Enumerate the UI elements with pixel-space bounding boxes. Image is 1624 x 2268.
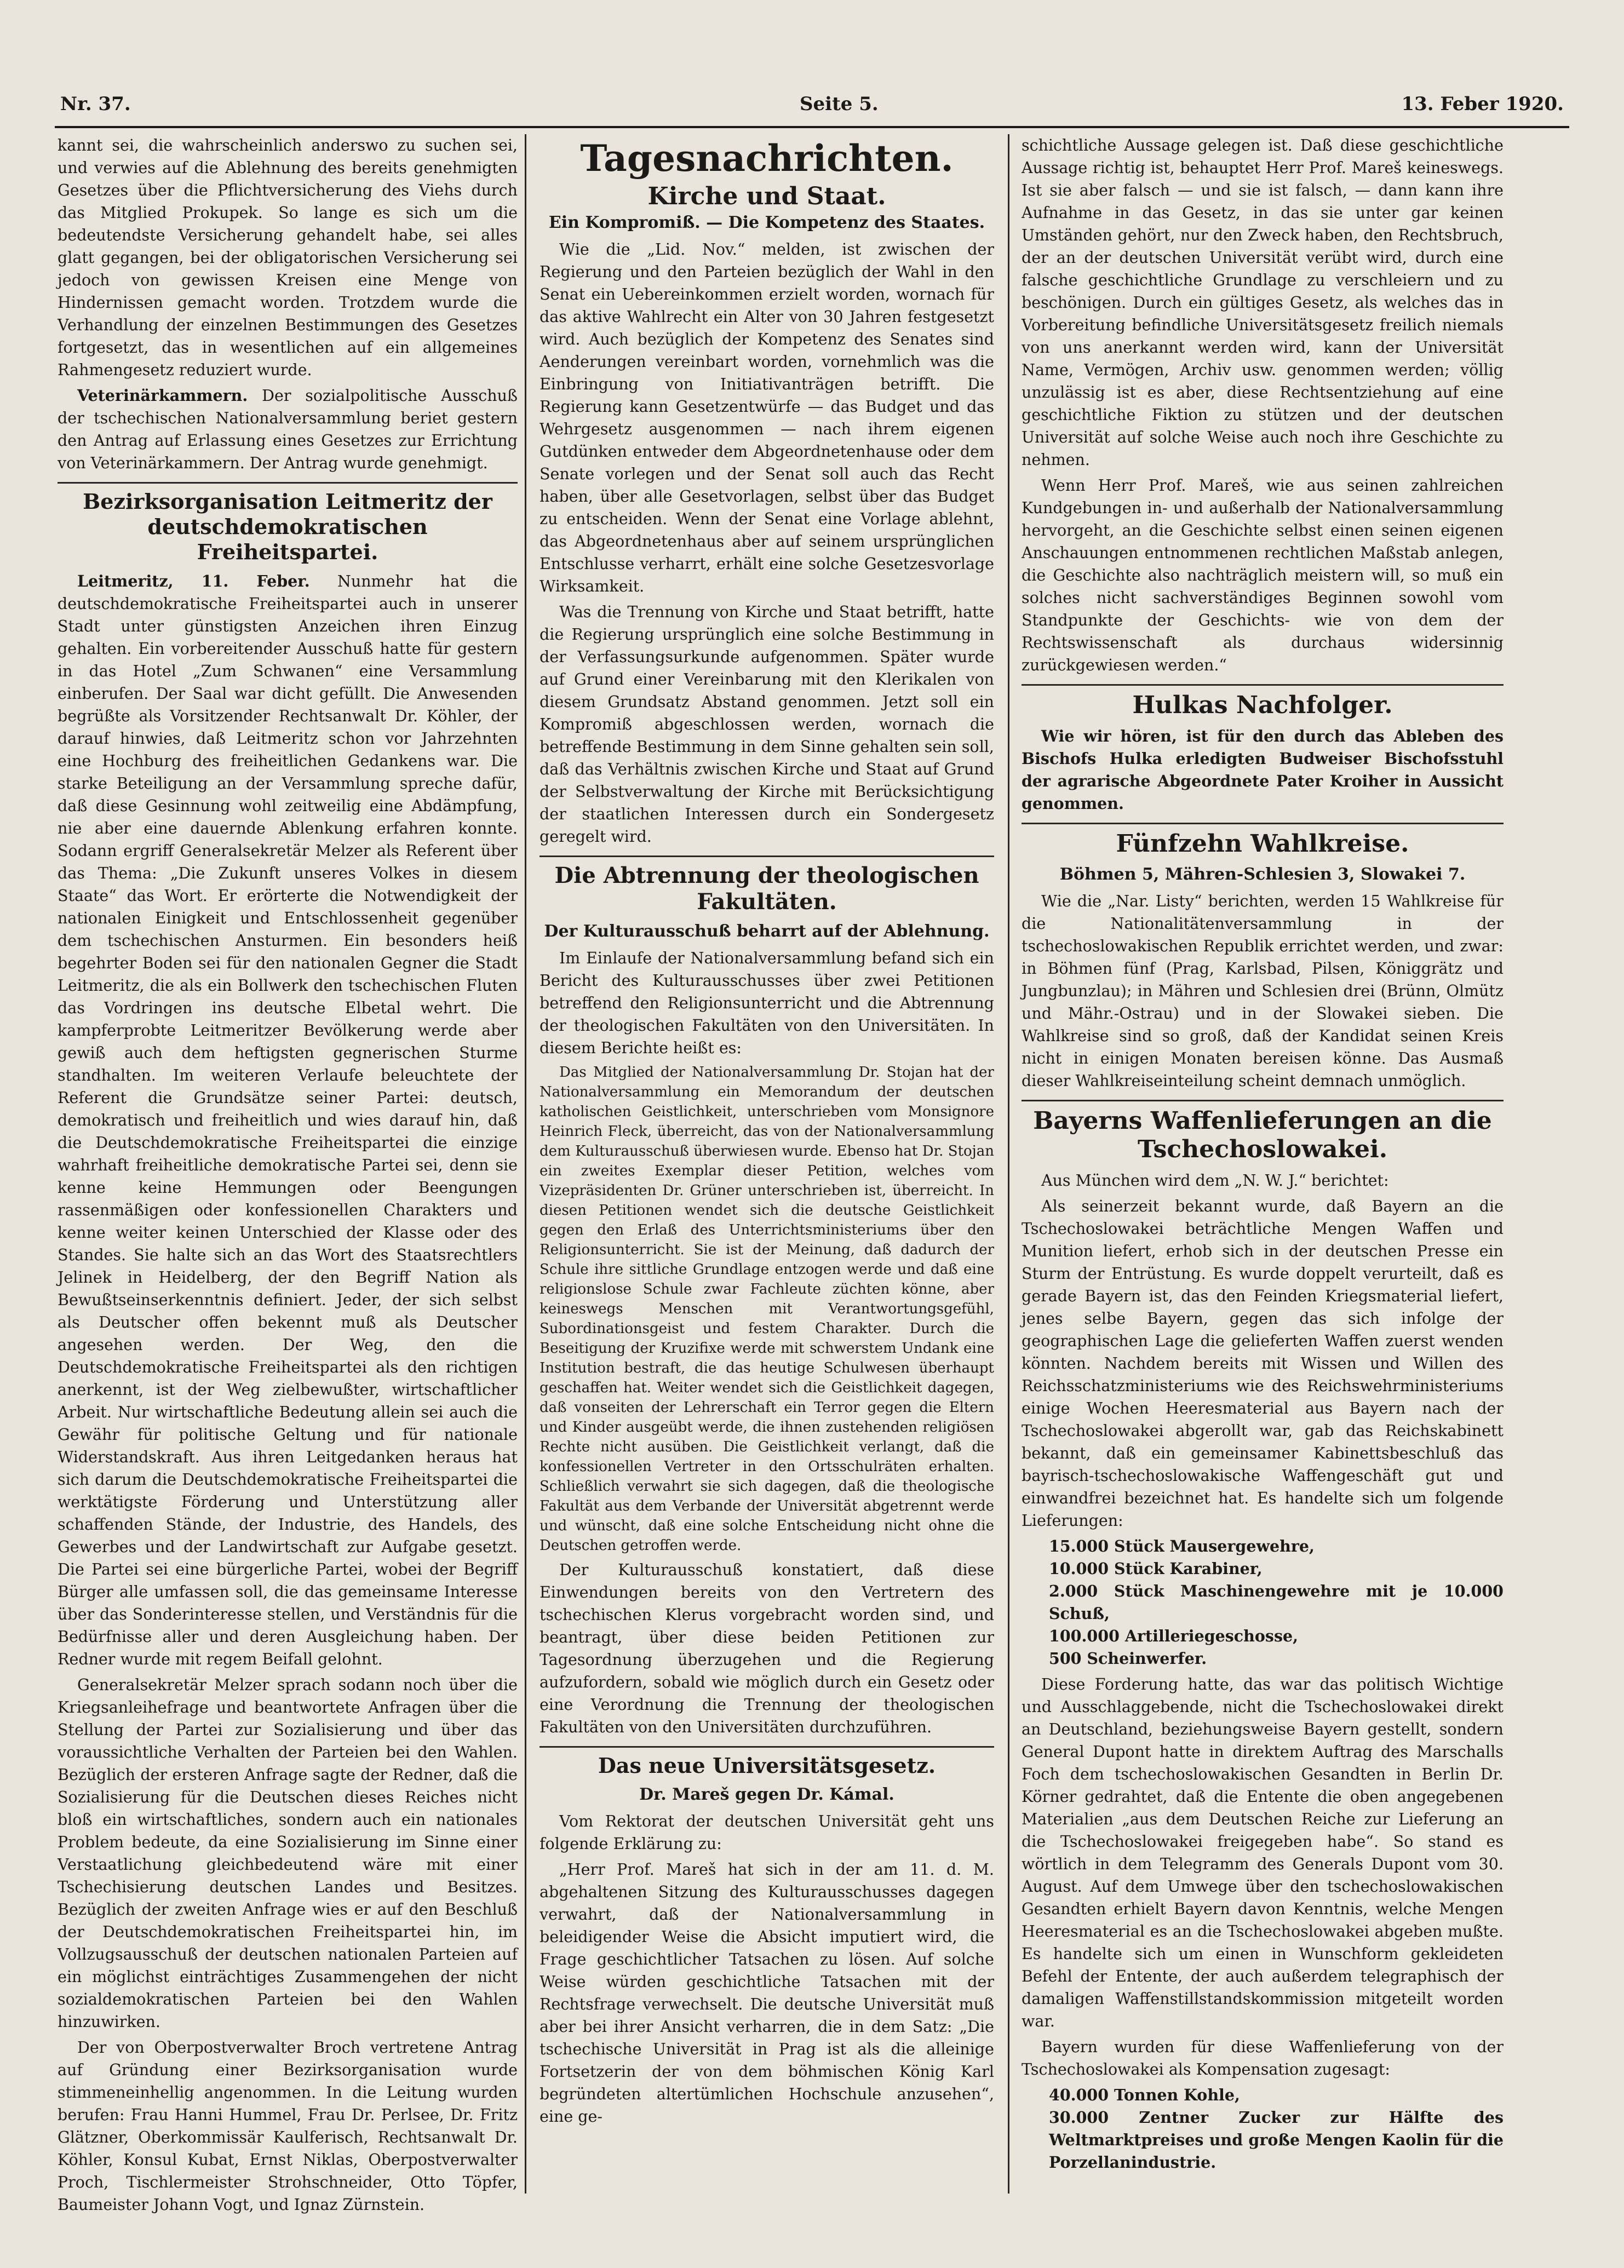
- article-heading: Fünfzehn Wahlkreise.: [1022, 823, 1504, 858]
- article-text: [58, 570, 518, 1670]
- article-text: Im Einlaufe der Nationalversammlung befand sich ein Bericht des Kulturausschusses über zwei Petitionen betreffend den Religionsunterricht und die Abtrennung der theologischen Fakultäten von den Universitäten. In diesem Berichte heißt es:: [540, 949, 994, 1057]
- list-item: 100.000 Artilleriegeschosse,: [1049, 1627, 1299, 1645]
- page-header: [55, 82, 1569, 126]
- article-text: Vom Rektorat der deutschen Universität geht uns folgende Erklärung zu:: [540, 1812, 994, 1853]
- list-item: 15.000 Stück Mausergewehre,: [1049, 1537, 1315, 1555]
- column-1: [58, 134, 518, 2214]
- header-rule: [55, 126, 1569, 128]
- article-subheading: Der Kulturausschuß beharrt auf der Ablehnung.: [544, 922, 990, 941]
- article-heading: Bayerns Waffenlieferungen an die Tschechoslowakei.: [1022, 1100, 1504, 1164]
- article-text: [58, 384, 518, 474]
- run-in-heading: Veterinärkammern.: [77, 386, 248, 405]
- article-heading: Kirche und Staat.: [647, 182, 886, 210]
- article-text: Aus München wird dem „N. W. J.“ berichtet:: [1041, 1172, 1389, 1190]
- delivery-list: [1049, 1535, 1504, 1670]
- article-text: Wie die „Nar. Listy“ berichten, werden 15 Wahlkreise für die Nationalitätenversammlung in der tschechoslowakischen Republik errichtet werden, und zwar: in Böhmen fünf (Prag, Karlsbad, Pilsen, Königgrätz und Jungbunzlau); in Mähren und Schlesien drei (Brünn, Olmütz und Mähr.-Ostrau) und in der Slowakei sieben. Die Wahlkreise sind so groß, daß der Kandidat seinen Kreis nicht in einigen Monaten bereisen könne. Das Ausmaß dieser Wahlkreiseinteilung scheint demnach unmöglich.: [1022, 892, 1504, 1090]
- article-text: Wenn Herr Prof. Mareš, wie aus seinen zahlreichen Kundgebungen in- und außerhalb der Nationalversammlung hervorgeht, an die Geschichte selbst einen seinen eigenen Anschauungen entnommenen rechtlichen Maßstab anlegen, die Geschichte also nachträglich meistern will, so muß ein solches nicht sachverständiges Beginnen sowohl vom Standpunkte der Geschichts- wie von dem der Rechtswissenschaft als durchaus widersinnig zurückgewiesen werden.“: [1022, 476, 1504, 674]
- article-text: Wie wir hören, ist für den durch das Ableben des Bischofs Hulka erledigten Budweiser Bischofsstuhl der agrarische Abgeordnete Pater Kroiher in Aussicht genommen.: [1022, 727, 1504, 813]
- article-text: Der von Oberpostverwalter Broch vertretene Antrag auf Gründung einer Bezirksorganisation wurde stimmeneinhellig angenommen. In die Leitung wurden berufen: Frau Hanni Hummel, Frau Dr. Perlsee, Dr. Fritz Glätzner, Oberkommissär Kaulferisch, Rechtsanwalt Dr. Köhler, Konsul Kubat, Ernst Niklas, Oberpostverwalter Proch, Tischlermeister Strohschneider, Otto Töpfer, Baumeister Johann Vogt, und Ignaz Zürnstein.: [58, 2039, 518, 2214]
- article-subheading: Ein Kompromiß. — Die Kompetenz des Staates.: [548, 213, 985, 232]
- article-text: Generalsekretär Melzer sprach sodann noch über die Kriegsanleihefrage und beantwortete Anfragen über die Stellung der Partei zur Sozialisierung und über das voraussichtliche Verhalten der Parteien bei den Wahlen. Bezüglich der ersteren Anfrage sagte der Redner, daß die Sozialisierung für die Deutschen dieses Reiches nicht bloß ein wirtschaftliches, sondern auch ein nationales Problem bedeute, da eine Sozialisierung im Sinne einer Verstaatlichung gleichbedeutend wäre mit einer Tschechisierung deutschen Landes und Besitzes. Bezüglich der zweiten Anfrage wies er auf den Beschluß der Deutschdemokratischen Freiheitspartei hin, im Vollzugsausschuß der deutschen nationalen Parteien auf ein möglichst einträchtiges Zusammengehen der nicht sozialdemokratischen Parteien bei den Wahlen hinzuwirken.: [58, 1676, 518, 2031]
- column-3: [1022, 134, 1504, 2194]
- article-text: Der Kulturausschuß konstatiert, daß diese Einwendungen bereits von den Vertretern des tschechischen Klerus vorgebracht worden sind, und beantragt, über diese beiden Petitionen zur Tagesordnung überzugehen und die Regierung aufzufordern, sobald wie möglich durch ein Gesetz oder eine Verordnung die Trennung der theologischen Fakultäten von den Universitäten durchzuführen.: [540, 1561, 994, 1736]
- list-item: 10.000 Stück Karabiner,: [1049, 1559, 1263, 1578]
- compensation-list: [1049, 2084, 1504, 2174]
- list-item: 500 Scheinwerfer.: [1049, 1649, 1207, 1668]
- article-subheading: Böhmen 5, Mähren-Schlesien 3, Slowakei 7.: [1059, 865, 1466, 884]
- article-text: Wie die „Lid. Nov.“ melden, ist zwischen der Regierung und den Parteien bezüglich der Wahl in den Senat ein Uebereinkommen erzielt worden, wornach für das aktive Wahlrecht ein Alter von 30 Jahren festgesetzt wird. Auch bezüglich der Kompetenz des Senates sind Aenderungen vereinbart worden, vornehmlich was die Einbringung von Initiativanträgen betrifft. Die Regierung kann Gesetzentwürfe — das Budget und das Wehrgesetz ausgenommen — nach ihrem eigenen Gutdünken entweder dem Abgeordnetenhause oder dem Senate vorlegen und der Senat soll auch das Recht haben, über alle Gesetvorlagen, selbst über das Budget zu entscheiden. Wenn der Senat eine Vorlage ablehnt, das Abgeordnetenhaus aber auf seinem ursprünglichen Entschlusse verharrt, erhält eine solche Gesetzesvorlage Wirksamkeit.: [540, 240, 994, 595]
- column-divider: [525, 134, 526, 2194]
- issue-number: Nr. 37.: [60, 93, 131, 115]
- column-divider: [1008, 134, 1009, 2194]
- list-item: 40.000 Tonnen Kohle,: [1049, 2086, 1240, 2104]
- list-item: 30.000 Zentner Zucker zur Hälfte des Weltmarktpreises und große Mengen Kaolin für die Porzellanindustrie.: [1049, 2108, 1504, 2172]
- article-subheading: Dr. Mareš gegen Dr. Kámal.: [639, 1785, 894, 1804]
- article-text: Der sozialpolitische Ausschuß der tschechischen Nationalversammlung beriet gestern den Antrag auf Erlassung eines Gesetzes zur Errichtung von Veterinärkammern. Der Antrag wurde genehmigt.: [58, 387, 518, 472]
- article-text: Das Mitglied der Nationalversammlung Dr. Stojan hat der Nationalversammlung ein Memorandum der deutschen katholischen Geistlichkeit, unterschrieben vom Monsignore Heinrich Fleck, überreicht, das von der Nationalversammlung dem Kulturausschuß überwiesen wurde. Ebenso hat Dr. Stojan ein zweites Exemplar dieser Petition, welches vom Vizepräsidenten Dr. Grüner unterschrieben ist, überreicht. In diesen Petitionen wendet sich die deutsche Geistlichkeit gegen den Erlaß des Unterrichtsministeriums über den Religionsunterricht. Sie ist der Meinung, daß dadurch der Schule ihre sittliche Grundlage entzogen werde und daß eine religionslose Schule zwar Fachleute züchten könne, aber keineswegs Menschen mit Verantwortungsgefühl, Subordinationsgeist und festem Charakter. Durch die Beseitigung der Kruzifixe werde mit schwerstem Undank eine Institution bestraft, die das heutige Schulwesen überhaupt geschaffen hat. Weiter wendet sich die Geistlichkeit dagegen, daß vonseiten der Lehrerschaft ein Terror gegen die Eltern und Kinder ausgeübt werde, die ihnen zustehenden religiösen Rechte nicht ausüben. Die Geistlichkeit verlangt, daß die konfessionellen Vertreter in den Ortsschulräten erhalten. Schließlich verwahrt sie sich dagegen, daß die theologische Fakultät aus dem Verbande der Universität abgetrennt werde und wünscht, daß eine solche Entscheidung nicht ohne die Deutschen getroffen werde.: [540, 1064, 994, 1554]
- article-text: schichtliche Aussage gelegen ist. Daß diese geschichtliche Aussage richtig ist, behauptet Herr Prof. Mareš keineswegs. Ist sie aber falsch — und sie ist falsch, — dann kann ihre Aufnahme in das Gesetz, in das sie unter gar keinen Umständen gehört, nur den Zweck haben, den Rechtsbruch, der an der deutschen Universität verübt wird, durch eine falsche geschichtliche Grundlage zu verschleiern und zu beschönigen. Durch ein gültiges Gesetz, als welches das in Vorbereitung befindliche Universitätsgesetz freilich niemals von uns anerkannt werden wird, kann der Universität Name, Vermögen, Archiv usw. genommen werden; völlig unzulässig ist es aber, diese Rechtsentziehung auf eine geschichtliche Fiktion zu stützen und der deutschen Universität auf solche Weise auch noch ihre Geschichte zu nehmen.: [1022, 136, 1504, 469]
- article-text: Was die Trennung von Kirche und Staat betrifft, hatte die Regierung ursprünglich eine solche Bestimmung in der Verfassungsurkunde aufgenommen. Später wurde auf Grund einer Vereinbarung mit den Klerikalen von diesem Grundsatz Abstand genommen. Jetzt soll ein Kompromiß abgeschlossen werden, wornach die betreffende Bestimmung in dem Sinne gehalten sein soll, daß das Verhältnis zwischen Kirche und Staat auf Grund der Selbstverwaltung der Kirche mit Berücksichtigung der staatlichen Interessen durch ein Sondergesetz geregelt wird.: [540, 603, 994, 846]
- issue-date: 13. Feber 1920.: [1401, 93, 1564, 115]
- article-text: Diese Forderung hatte, das war das politisch Wichtige und Ausschlaggebende, nicht die Tschechoslowakei direkt an Deutschland, beziehungsweise Bayern gestellt, sondern General Dupont hatte in direktem Auftrag des Marschalls Foch dem tschechoslowakischen Gesandten in Berlin Dr. Körner gedrahtet, daß die Entente die oben angegebenen Materialien „aus dem Deutschen Reiche zur Lieferung an die Tschechoslowakei freigegeben habe“. So stand es wörtlich in dem Telegramm des Generals Dupont vom 30. August. Auf dem Umwege über den tschechoslowakischen Gesandten erhielt Bayern davon Kenntnis, welche Mengen Heeresmaterial es an die Tschechoslowakei abgeben mußte. Es handelte sich um einen in Wunschform gekleideten Befehl der Entente, der auch außerdem telegraphisch der damaligen Waffenstillstandskommission mitgeteilt worden war.: [1022, 1675, 1504, 2030]
- article-text: „Herr Prof. Mareš hat sich in der am 11. d. M. abgehaltenen Sitzung des Kulturausschusses dagegen verwahrt, daß der Nationalversammlung in beleidigender Weise die Absicht imputiert wird, die Frage geschichtlicher Tatsachen zu lösen. Auf solche Weise würden geschichtliche Tatsachen mit der Rechtsfrage verwechselt. Die deutsche Universität muß aber bei ihrer Ansicht verharren, die in dem Satz: „Die tschechische Universität in Prag ist als die alleinige Fortsetzerin der von dem böhmischen König Karl begründeten altertümlichen Hochschule anzusehen“, eine ge-: [540, 1861, 994, 2126]
- dateline: Leitmeritz, 11. Feber.: [77, 572, 310, 590]
- article-heading: Bezirksorganisation Leitmeritz der deutschdemokratischen Freiheitspartei.: [58, 482, 518, 565]
- article-text: Nunmehr hat die deutschdemokratische Freiheitspartei auch in unserer Stadt unter günstigsten Anzeichen ihren Einzug gehalten. Ein vorbereitender Ausschuß hatte für gestern in das Hotel „Zum Schwanen“ eine Versammlung einberufen. Der Saal war dicht gefüllt. Die Anwesenden begrüßte als Vorsitzender Rechtsanwalt Dr. Köhler, der darauf hinwies, daß Leitmeritz schon vor Jahrzehnten eine Hochburg des freiheitlichen Gedankens war. Die starke Beteiligung an der Versammlung spreche dafür, daß diese Gesinnung wohl zeitweilig eine Abdämpfung, nie aber eine dauernde Ablenkung erfahren konnte. Sodann ergriff Generalsekretär Melzer als Referent über das Thema: „Die Zukunft unseres Volkes in diesem Staate“ das Wort. Er erörterte die Notwendigkeit der nationalen Einigkeit und Entschlossenheit gegenüber dem tschechischen Ansturmen. Ein besonders heiß begehrter Boden sei für den nationalen Gegner die Stadt Leitmeritz, die als ein Bollwerk den tschechischen Fluten das Vordringen ins deutsche Elbetal wehrt. Die kampferprobte Leitmeritzer Bevölkerung werde aber gewiß auch dem heftigsten gegnerischen Sturme standhalten. Im weiteren Verlaufe beleuchtete der Referent die Grundsätze seiner Partei: deutsch, demokratisch und freiheitlich und wies darauf hin, daß die Deutschdemokratische Freiheitspartei die einzige wahrhaft freiheitliche demokratische Partei sei, denn sie kenne keine Hemmungen oder Beengungen rassenmäßigen oder konfessionellen Charakters und kenne weiter keinen Unterschied der Klasse oder des Standes. Sie halte sich an das Wort des Staatsrechtlers Jelinek in Heidelberg, der den Begriff Nation als Bewußtseinserkenntnis definiert. Jeder, der sich selbst als Deutscher offen bekennt muß als Deutscher angesehen werden. Der Weg, den die Deutschdemokratische Freiheitspartei als den richtigen anerkennt, ist der Weg zielbewußter, wirtschaftlicher Arbeit. Nur wirtschaftliche Bedeutung allein sei auch die Gewähr für politische Geltung und für nationale Widerstandskraft. Aus ihren Leitgedanken heraus hat sich darum die Deutschdemokratische Freiheitspartei die werktätigste Förderung und Unterstützung aller schaffenden Stände, der Industrie, des Handels, des Gewerbes und der Landwirtschaft zur Aufgabe gesetzt. Die Partei sei eine bürgerliche Partei, wobei der Begriff Bürger alle umfassen soll, die das gemeinsame Interesse über das Sonderinteresse stellen, und Verständnis für die Bedürfnisse aller und deren Ausgleichung haben. Der Redner wurde mit regem Beifall gelohnt.: [58, 572, 518, 1668]
- article-text: Als seinerzeit bekannt wurde, daß Bayern an die Tschechoslowakei beträchtliche Mengen Waffen und Munition liefert, erhob sich in der deutschen Presse ein Sturm der Entrüstung. Es wurde doppelt verurteilt, daß es gerade Bayern ist, das den Feinden Kriegsmaterial liefert, jenes selbe Bayern, gegen das sich infolge der geographischen Lage die gelieferten Waffen zuerst wenden könnten. Nachdem bereits mit Wissen und Willen des Reichsschatzministeriums wie des Reichswehrministeriums einige Wochen Heeresmaterial aus Bayern nach der Tschechoslowakei abgerollt war, gab das Reichskabinett bekannt, daß ein gemeinsamer Kabinettsbeschluß das bayrisch-tschechoslowakische Waffengeschäft gut und einwandfrei bezeichnet hat. Es handelte sich um folgende Lieferungen:: [1022, 1197, 1504, 1530]
- list-item: 2.000 Stück Maschinengewehre mit je 10.000 Schuß,: [1049, 1582, 1504, 1623]
- article-text: kannt sei, die wahrscheinlich anderswo zu suchen sei, und verwies auf die Ablehnung des bereits genehmigten Gesetzes über die Pflichtversicherung des Viehs durch das Mitglied Prokupek. So lange es sich um die bedeutendste Versicherung gehandelt habe, sei alles glatt gegangen, bei der obligatorischen Versicherung sei jedoch von gewissen Kreisen eine Menge von Hindernissen gemacht worden. Trotzdem wurde die Verhandlung der einzelnen Bestimmungen des Gesetzes fortgesetzt, das in wesentlichen auf ein allgemeines Rahmengesetz reduziert wurde.: [58, 136, 518, 379]
- article-text: Bayern wurden für diese Waffenlieferung von der Tschechoslowakei als Kompensation zugesagt:: [1022, 2038, 1504, 2078]
- section-title: Tagesnachrichten.: [580, 137, 954, 180]
- article-heading: Die Abtrennung der theologischen Fakultäten.: [540, 855, 994, 915]
- page-number: Seite 5.: [800, 93, 879, 115]
- article-heading: Hulkas Nachfolger.: [1022, 684, 1504, 720]
- article-heading: Das neue Universitätsgesetz.: [540, 1746, 994, 1778]
- column-2: [540, 134, 994, 2194]
